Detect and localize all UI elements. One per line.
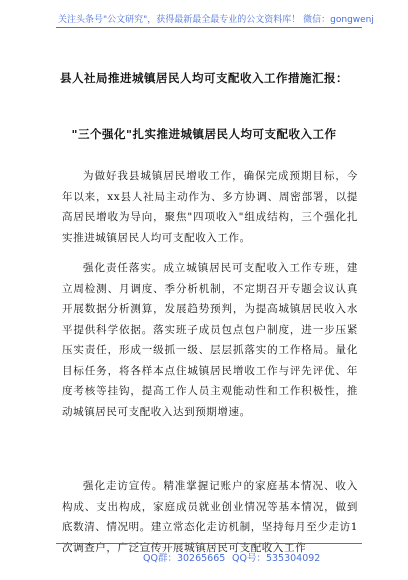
document-title: 县人社局推进城镇居民人均可支配收入工作措施汇报：: [60, 71, 348, 85]
header-divider: [56, 27, 362, 28]
document-subtitle: "三个强化"扎实推进城镇居民人均可支配收入工作: [71, 127, 337, 141]
footer-divider: [56, 543, 362, 544]
footer-qq-number: QQ号：535304092: [232, 553, 321, 564]
header-banner: 关注头条号"公文研究"，获得最新最全最专业的公文资料库！ 微信：gongwenj: [58, 15, 374, 25]
body-paragraph-intro: 为做好我县城镇居民增收工作，确保完成预期目标，今年以来，xx县人社局主动作为、多方协调、周密部署，以提高居民增收为导向，聚焦"四项收入"组成结构，三个强化扎实推进城镇居民人均可支配收入工作。: [62, 170, 358, 244]
body-paragraph-responsibility: 强化责任落实。成立城镇居民可支配收入工作专班，建立周检测、月调度、季分析机制，不定期召开专题会议认真开展数据分析测算，发展趋势预判，为提高城镇居民收入水平提供科学依据。落实班子成员包点包户制度，进一步压紧压实责任，形成一级抓一级、层层抓落实的工作格局。量化目标任务，将各样本点住城镇居民增收工作与评先评优、年度考核等挂钩，提高工作人员主观能动性和工作积极性，推动城镇居民可支配收入达到预期增速。: [62, 262, 358, 418]
footer-qq-group: QQ群：30265665: [143, 553, 226, 564]
body-paragraph-visits: 强化走访宣传。精准掌握记账户的家庭基本情况、收入构成、支出构成，家庭成员就业创业情况等基本情况，做到底数清、情况明。建立常态化走访机制，坚持每月至少走访1次调查户，广泛宣传开展城镇居民可支配收入工作: [62, 480, 358, 554]
